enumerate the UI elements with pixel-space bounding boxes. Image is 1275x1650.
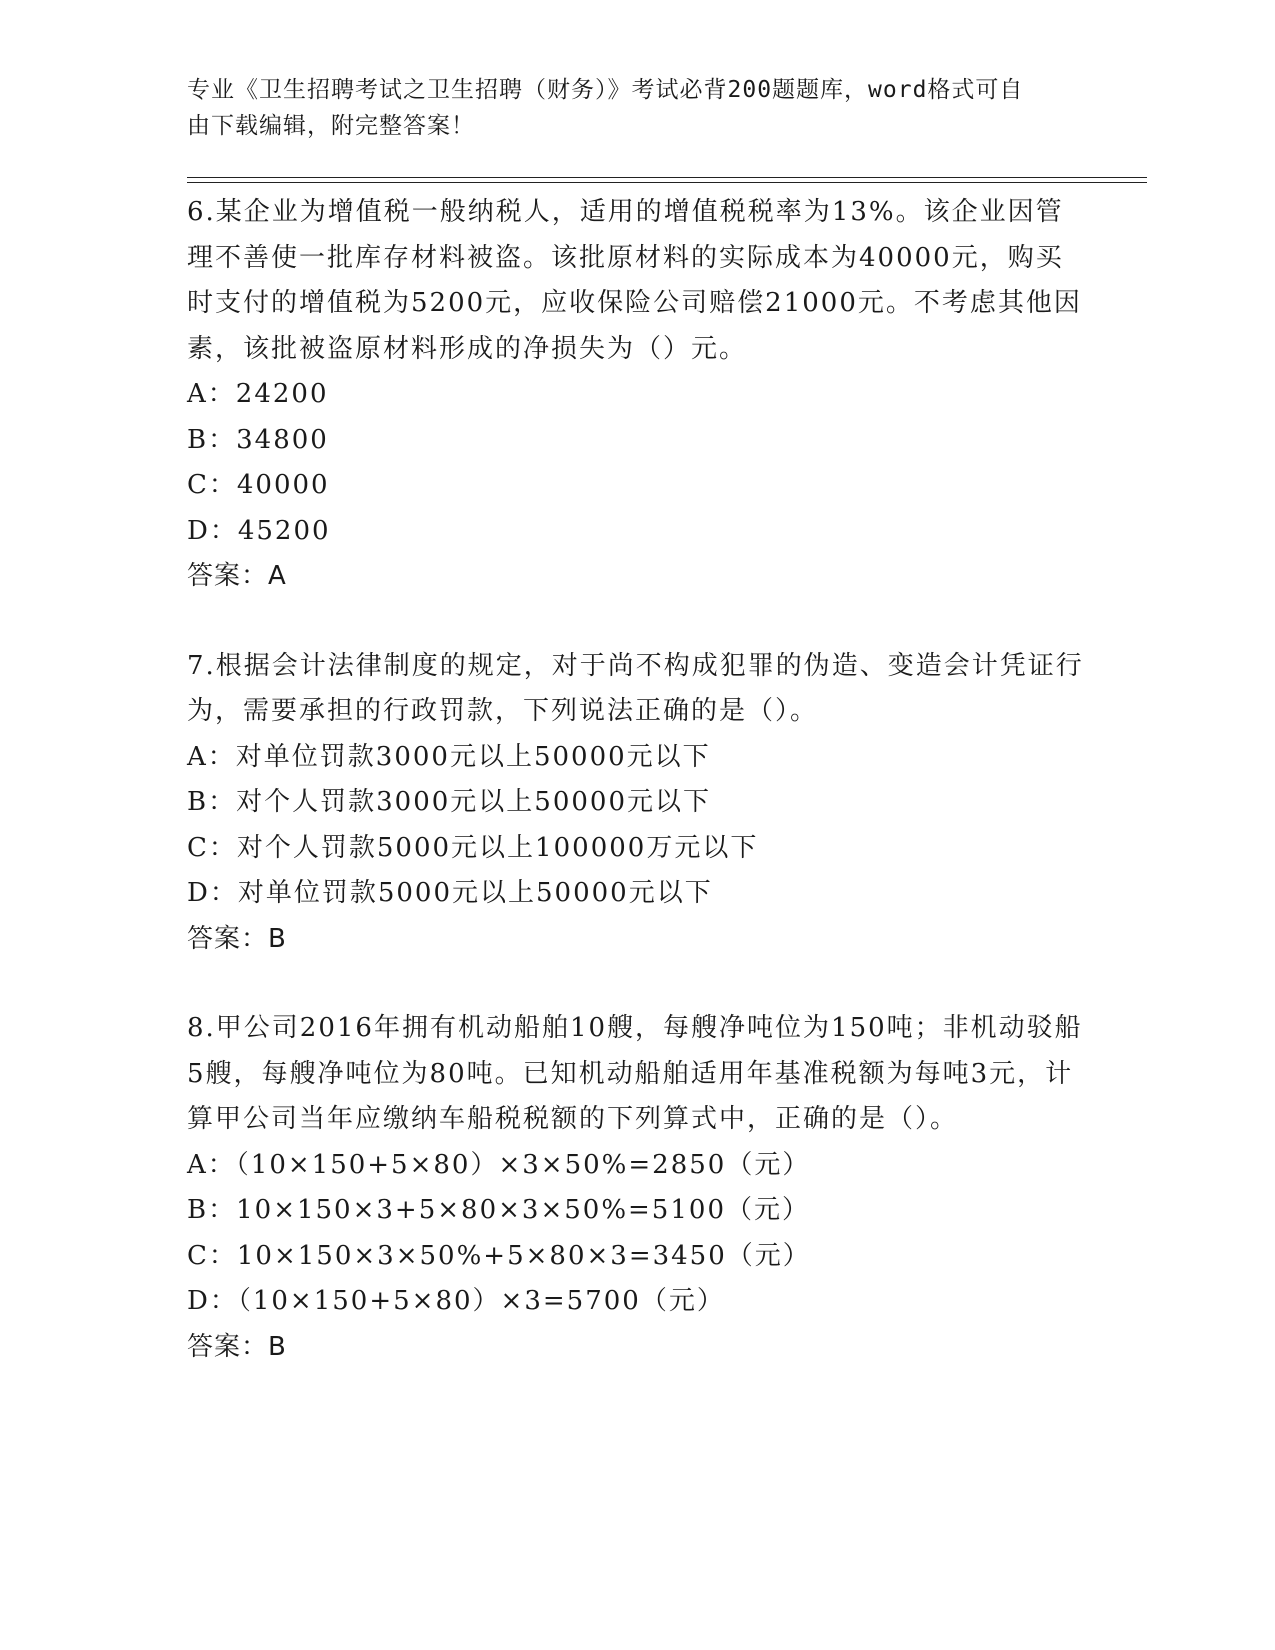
answer-label: 答案：A bbox=[187, 561, 287, 591]
option-a: A：24200 bbox=[187, 379, 329, 409]
question-8 bbox=[187, 1006, 1087, 1370]
header-divider-top bbox=[187, 177, 1147, 178]
option-b: B：对个人罚款3000元以上50000元以下 bbox=[187, 787, 711, 817]
option-d: D：45200 bbox=[187, 515, 331, 546]
header-line-1: 专业《卫生招聘考试之卫生招聘（财务）》考试必背200题题库，word格式可自 bbox=[187, 77, 1024, 103]
option-c: C：40000 bbox=[187, 470, 330, 500]
option-d: D：（10×150+5×80）×3=5700（元） bbox=[187, 1286, 725, 1316]
option-d: D：对单位罚款5000元以上50000元以下 bbox=[187, 878, 713, 908]
header-line-2: 由下载编辑，附完整答案！ bbox=[187, 113, 475, 139]
answer-label: 答案：B bbox=[187, 923, 287, 954]
question-stem: 7.根据会计法律制度的规定，对于尚不构成犯罪的伪造、变造会计凭证行为，需要承担的行政罚款，下列说法正确的是（）。 bbox=[187, 650, 1084, 726]
option-b: B：34800 bbox=[187, 424, 329, 455]
question-7 bbox=[187, 644, 1087, 963]
answer-label: 答案：B bbox=[187, 1331, 287, 1362]
option-c: C：10×150×3×50%+5×80×3=3450（元） bbox=[187, 1240, 811, 1271]
option-b: B：10×150×3+5×80×3×50%=5100（元） bbox=[187, 1195, 810, 1225]
question-6 bbox=[187, 190, 1087, 600]
document-header bbox=[187, 72, 1067, 144]
header-divider-bottom bbox=[187, 182, 1147, 183]
option-a: A：（10×150+5×80）×3×50%=2850（元） bbox=[187, 1149, 811, 1180]
question-list bbox=[187, 190, 1087, 1414]
option-c: C：对个人罚款5000元以上100000万元以下 bbox=[187, 832, 759, 863]
question-stem: 6.某企业为增值税一般纳税人，适用的增值税税率为13%。该企业因管理不善使一批库存材料被盗。该批原材料的实际成本为40000元，购买时支付的增值税为5200元，应收保险公司赔偿21000元。不考虑其他因素，该批被盗原材料形成的净损失为（）元。 bbox=[187, 197, 1082, 364]
option-a: A：对单位罚款3000元以上50000元以下 bbox=[187, 741, 711, 772]
question-stem: 8.甲公司2016年拥有机动船舶10艘，每艘净吨位为150吨；非机动驳船5艘，每艘净吨位为80吨。已知机动船舶适用年基准税额为每吨3元，计算甲公司当年应缴纳车船税税额的下列算式中，正确的是（）。 bbox=[187, 1013, 1083, 1134]
